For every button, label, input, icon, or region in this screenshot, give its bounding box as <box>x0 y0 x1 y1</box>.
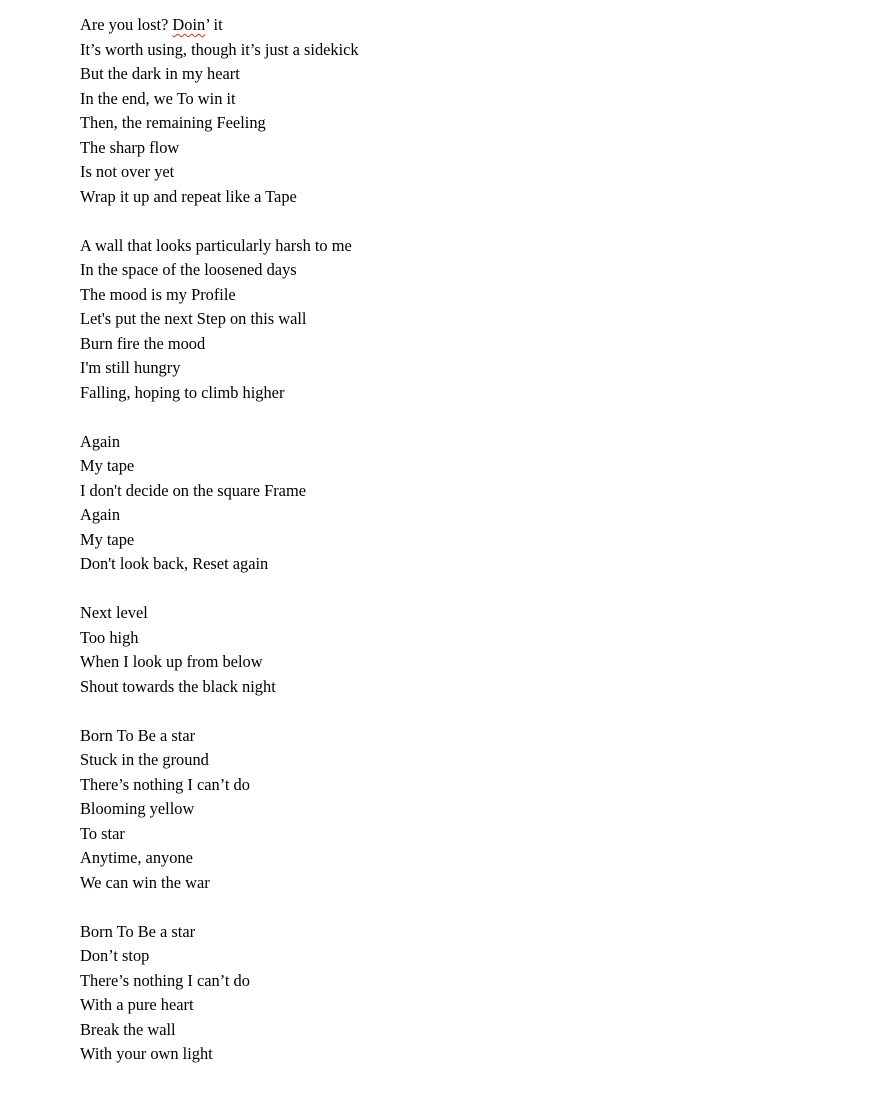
stanza <box>80 601 840 699</box>
text-run: Are you lost? <box>80 15 173 34</box>
text-line: Born To Be a star <box>80 921 196 941</box>
text-line: With a pure heart <box>80 995 194 1014</box>
text-line: Next level <box>80 603 148 622</box>
blank-line <box>80 577 840 602</box>
text-line: Stuck in the ground <box>80 750 209 769</box>
text-line: Too high <box>80 627 139 647</box>
text-line: There’s nothing I can’t do <box>80 970 250 990</box>
stanza <box>80 13 840 209</box>
misspelled-word[interactable]: Doin <box>172 15 206 34</box>
text-line: Is not over yet <box>80 162 175 181</box>
stanza <box>80 724 840 896</box>
text-line: In the end, we To win it <box>80 88 236 108</box>
stanza <box>80 430 840 577</box>
text-line: Don't look back, Reset again <box>80 554 269 573</box>
text-line: There’s nothing I can’t do <box>80 774 250 794</box>
text-line: Wrap it up and repeat like a Tape <box>80 186 297 206</box>
text-line: Burn fire the mood <box>80 333 206 353</box>
text-line: When I look up from below <box>80 652 263 671</box>
blank-line <box>80 895 840 920</box>
blank-line <box>80 699 840 724</box>
blank-line <box>80 209 840 234</box>
text-line: I don't decide on the square Frame <box>80 480 306 500</box>
text-run: ’ it <box>205 15 223 34</box>
text-line: The mood is my Profile <box>80 284 236 304</box>
text-line: We can win the war <box>80 872 210 892</box>
text-line <box>80 13 840 38</box>
text-line: Falling, hoping to climb higher <box>80 382 285 402</box>
stanza <box>80 920 840 1067</box>
text-line: My tape <box>80 529 135 549</box>
text-line: Again <box>80 431 121 451</box>
text-line: I'm still hungry <box>80 358 181 377</box>
text-line: Then, the remaining Feeling <box>80 113 266 132</box>
text-line: In the space of the loosened days <box>80 260 297 279</box>
text-line: Let's put the next Step on this wall <box>80 309 307 328</box>
text-line: Shout towards the black night <box>80 676 276 696</box>
text-line: Again <box>80 505 121 524</box>
text-line: A wall that looks particularly harsh to me <box>80 235 352 255</box>
text-line: Break the wall <box>80 1019 176 1039</box>
text-line: My tape <box>80 456 135 475</box>
text-line: With your own light <box>80 1044 213 1063</box>
text-line: Born To Be a star <box>80 725 196 745</box>
text-line: Anytime, anyone <box>80 848 193 867</box>
text-line: To star <box>80 823 125 843</box>
text-line: But the dark in my heart <box>80 64 240 83</box>
document-body[interactable] <box>80 13 840 1067</box>
stanza <box>80 234 840 406</box>
text-line: Don’t stop <box>80 946 150 965</box>
blank-line <box>80 405 840 430</box>
text-line: Blooming yellow <box>80 799 195 818</box>
text-line: It’s worth using, though it’s just a sidekick <box>80 39 359 59</box>
text-line: The sharp flow <box>80 137 180 157</box>
